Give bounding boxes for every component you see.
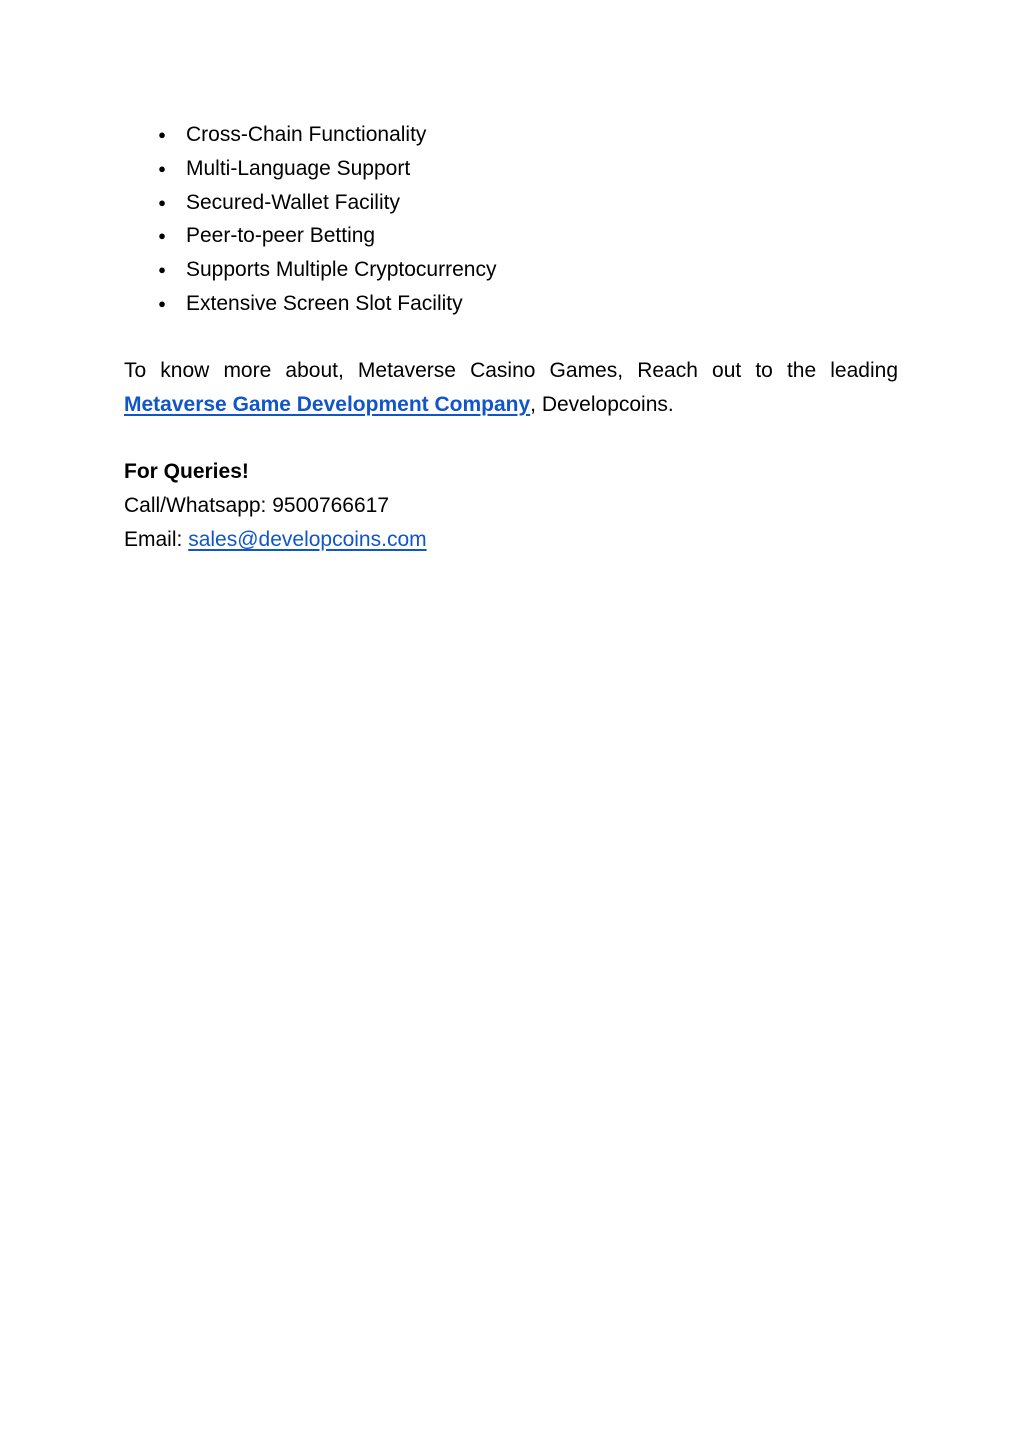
list-item: [124, 152, 898, 186]
phone-label: Call/Whatsapp:: [124, 493, 273, 517]
phone-number: 9500766617: [272, 493, 390, 517]
paragraph-suffix: , Developcoins.: [530, 392, 674, 416]
feature-label: Cross-Chain Functionality: [186, 123, 427, 146]
list-item: [124, 219, 898, 253]
email-link[interactable]: sales@developcoins.com: [188, 527, 427, 551]
document-content: [124, 118, 898, 557]
paragraph-line-2: [124, 388, 898, 422]
feature-label: Secured-Wallet Facility: [186, 190, 400, 214]
list-item: [124, 253, 898, 287]
feature-label: Supports Multiple Cryptocurrency: [186, 258, 497, 282]
bullet-icon: ●: [158, 228, 166, 244]
list-item: [124, 287, 898, 321]
bullet-icon: ●: [158, 127, 166, 142]
bullet-icon: ●: [158, 160, 166, 176]
queries-section: [124, 455, 898, 557]
list-item: [124, 118, 898, 152]
bullet-icon: ●: [158, 194, 166, 210]
queries-title: For Queries!: [124, 459, 249, 483]
phone-line: [124, 489, 898, 523]
company-link[interactable]: Metaverse Game Development Company: [124, 392, 531, 416]
paragraph-intro: To know more about, Metaverse Casino Games, Reach out to the leading: [124, 358, 898, 382]
bullet-icon: ●: [158, 295, 166, 311]
feature-list: [124, 118, 898, 321]
bullet-icon: ●: [158, 262, 166, 278]
feature-label: Peer-to-peer Betting: [186, 224, 376, 248]
feature-label: Extensive Screen Slot Facility: [186, 291, 463, 315]
feature-label: Multi-Language Support: [186, 156, 411, 180]
list-item: [124, 186, 898, 220]
email-label: Email:: [124, 527, 189, 551]
email-line: [124, 523, 898, 557]
info-paragraph: [124, 354, 898, 422]
